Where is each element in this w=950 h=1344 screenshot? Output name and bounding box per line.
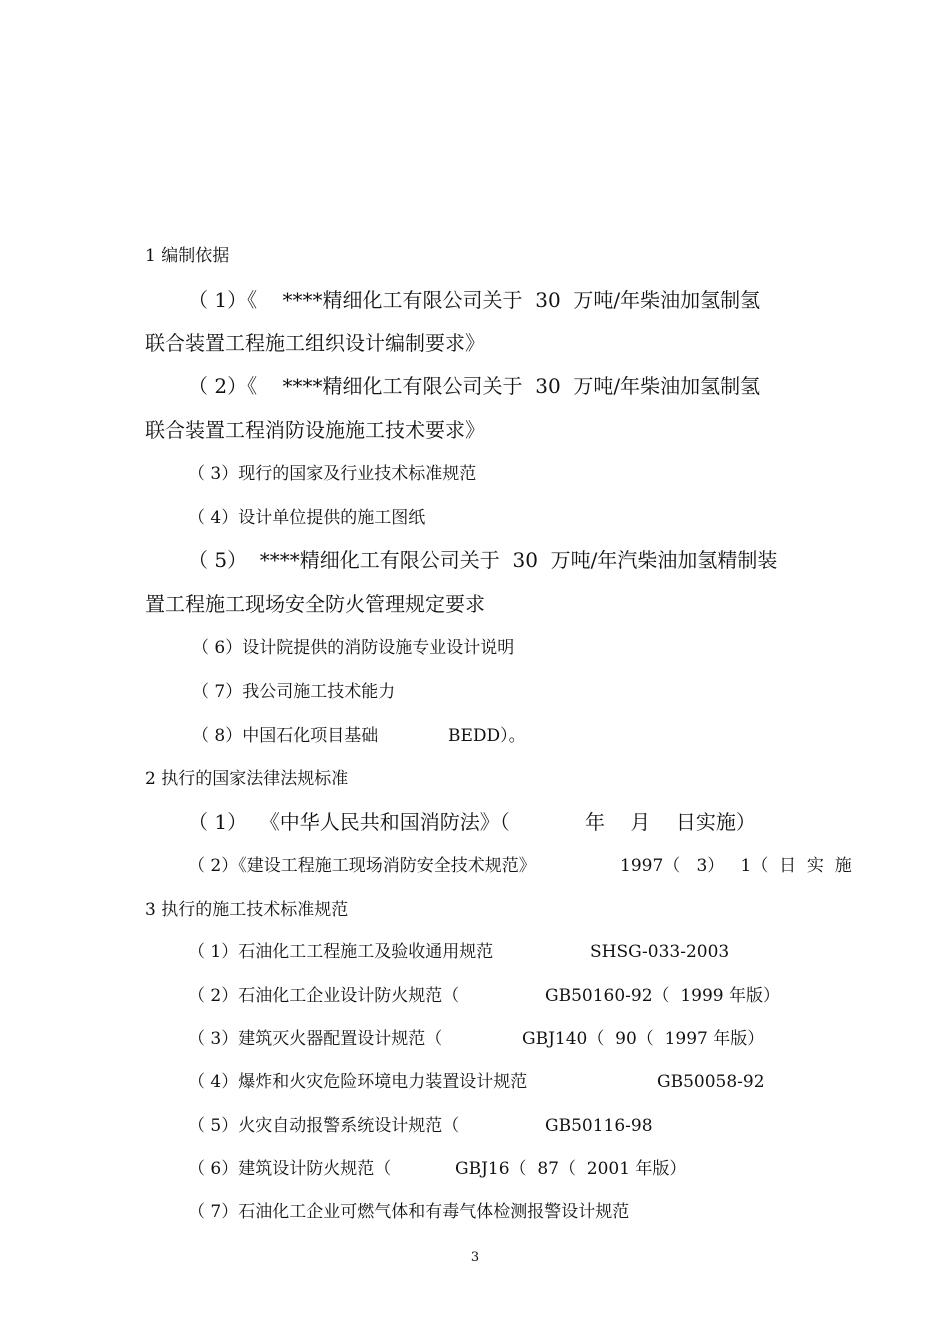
section-2-heading: 2 执行的国家法律法规标准 [145,769,349,789]
s1-item-2-line-2: 联合装置工程消防设施施工技术要求》 [145,418,485,442]
s3-item-6-code: GBJ16（ 87（ 2001 年版） [455,1159,687,1179]
s2-item-2-date: 1997（ 3） 1（ 日 实 施 [620,856,852,876]
s3-item-4: （ 4）爆炸和火灾危险环境电力装置设计规范 [188,1072,528,1092]
s3-item-5-code: GB50116-98 [545,1116,653,1136]
s3-item-3: （ 3）建筑灭火器配置设计规范（ [188,1029,443,1049]
s3-item-1-code: SHSG-033-2003 [590,942,730,962]
s1-item-2-line-1: （ 2）《 ****精细化工有限公司关于 30 万吨/年柴油加氢制氢 [188,374,761,398]
page-number: 3 [470,1250,480,1265]
section-3-heading: 3 执行的施工技术标准规范 [145,900,349,920]
s3-item-6: （ 6）建筑设计防火规范（ [188,1159,392,1179]
s1-item-1-line-1: （ 1）《 ****精细化工有限公司关于 30 万吨/年柴油加氢制氢 [188,288,761,312]
s1-item-5-line-1: （ 5） ****精细化工有限公司关于 30 万吨/年汽柴油加氢精制装 [188,548,778,572]
s3-item-1: （ 1）石油化工工程施工及验收通用规范 [188,942,494,962]
s2-item-1: （ 1） 《中华人民共和国消防法》（ [188,810,510,834]
s3-item-2: （ 2）石油化工企业设计防火规范（ [188,986,460,1006]
s2-item-2: （ 2）《建设工程施工现场消防安全技术规范》 [188,856,536,876]
s1-item-5-line-2: 置工程施工现场安全防火管理规定要求 [145,592,485,616]
s1-item-7: （ 7）我公司施工技术能力 [192,682,396,702]
s1-item-1-line-2: 联合装置工程施工组织设计编制要求》 [145,331,485,355]
s3-item-2-code: GB50160-92（ 1999 年版） [545,986,781,1006]
s1-item-6: （ 6）设计院提供的消防设施专业设计说明 [192,638,515,658]
s3-item-3-code: GBJ140（ 90（ 1997 年版） [522,1029,765,1049]
s1-item-4: （ 4）设计单位提供的施工图纸 [188,508,426,528]
s2-item-1-date: 年 月 日实施） [585,810,756,834]
s3-item-4-code: GB50058-92 [657,1072,765,1092]
s1-item-8-suffix: BEDD）。 [448,726,526,746]
s3-item-5: （ 5）火灾自动报警系统设计规范（ [188,1116,460,1136]
s3-item-7: （ 7）石油化工企业可燃气体和有毒气体检测报警设计规范 [188,1202,630,1222]
s1-item-8: （ 8）中国石化项目基础 [192,726,379,746]
section-1-heading: 1 编制依据 [145,246,230,266]
s1-item-3: （ 3）现行的国家及行业技术标准规范 [188,464,477,484]
